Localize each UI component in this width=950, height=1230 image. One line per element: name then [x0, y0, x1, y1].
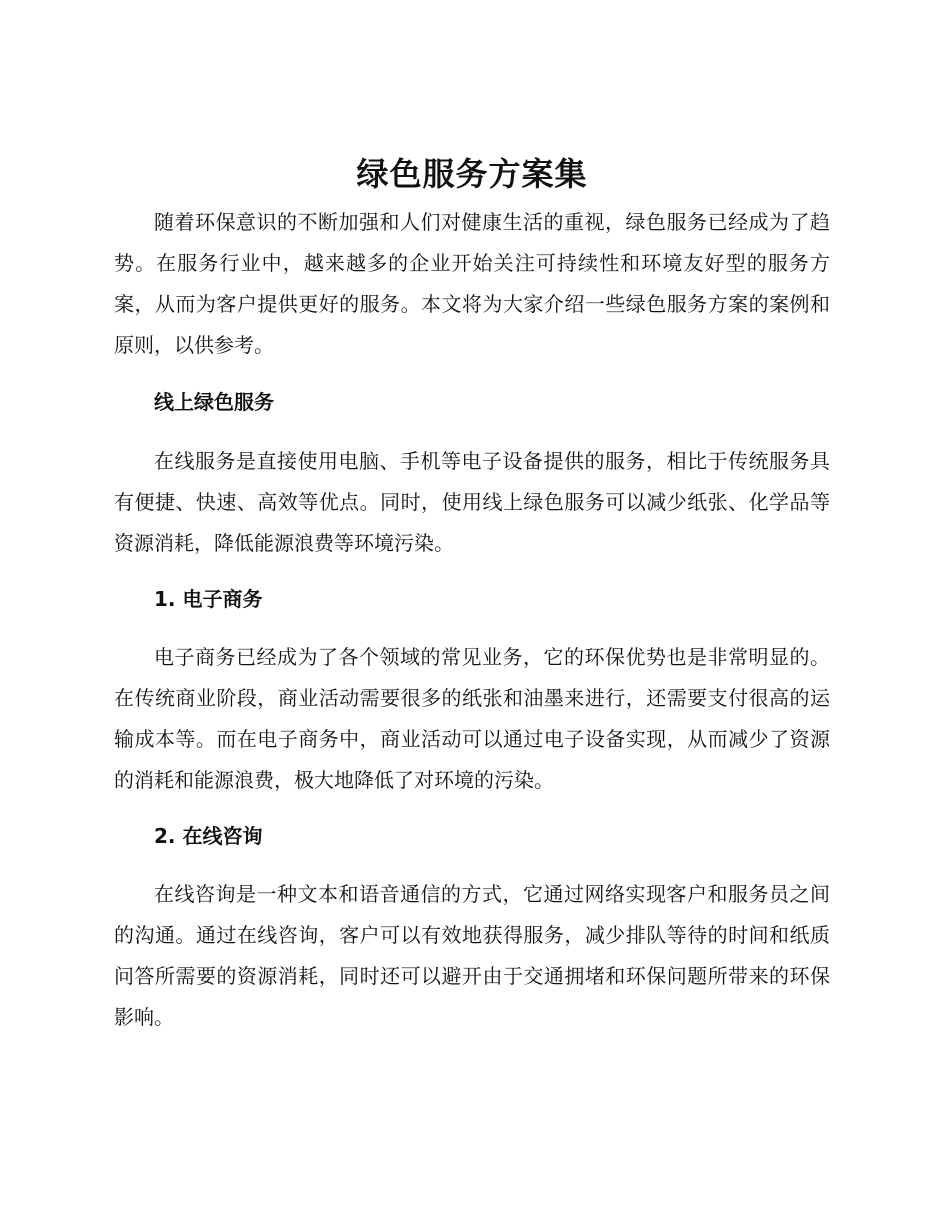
section-heading-online-green-service: 线上绿色服务: [154, 390, 274, 414]
section-body-ecommerce: 电子商务已经成为了各个领域的常见业务，它的环保优势也是非常明显的。在传统商业阶段，商业活动需要很多的纸张和油墨来进行，还需要支付很高的运输成本等。而在电子商务中，商业活动可以通过电子设备实现，从而减少了资源的消耗和能源浪费，极大地降低了对环境的污染。: [114, 645, 830, 792]
intro-paragraph: 随着环保意识的不断加强和人们对健康生活的重视，绿色服务已经成为了趋势。在服务行业中，越来越多的企业开始关注可持续性和环境友好型的服务方案，从而为客户提供更好的服务。本文将为大家介绍一些绿色服务方案的案例和原则，以供参考。: [114, 210, 830, 357]
section-body-online-consulting: 在线咨询是一种文本和语音通信的方式，它通过网络实现客户和服务员之间的沟通。通过在线咨询，客户可以有效地获得服务，减少排队等待的时间和纸质问答所需要的资源消耗，同时还可以避开由于交通拥堵和环保问题所带来的环保影响。: [114, 882, 830, 1029]
document-title: 绿色服务方案集: [356, 155, 588, 193]
section-heading-online-consulting: 2. 在线咨询: [154, 824, 263, 848]
document-content: [114, 150, 830, 1038]
section-heading-ecommerce: 1. 电子商务: [154, 587, 263, 611]
section-body-online-green-service: 在线服务是直接使用电脑、手机等电子设备提供的服务，相比于传统服务具有便捷、快速、高效等优点。同时，使用线上绿色服务可以减少纸张、化学品等资源消耗，降低能源浪费等环境污染。: [114, 449, 830, 555]
